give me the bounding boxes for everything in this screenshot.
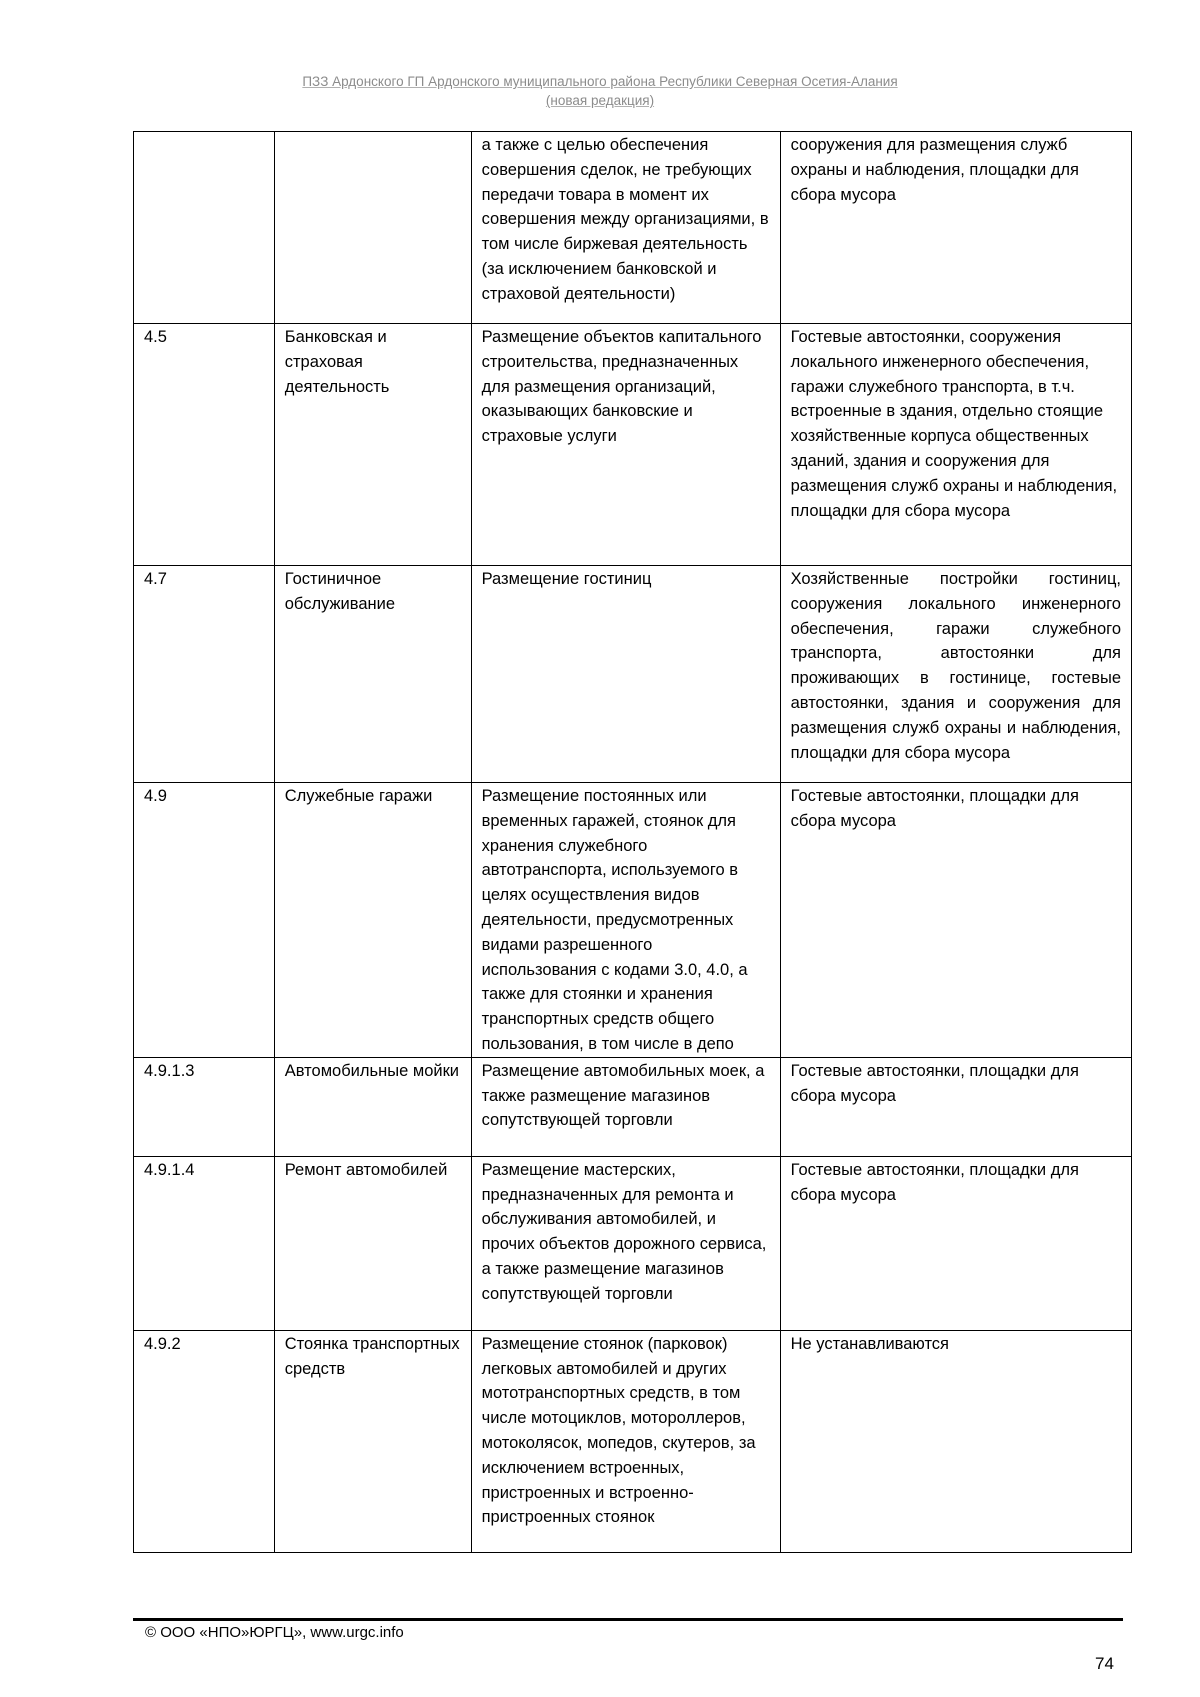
cell-auxiliary: Не устанавливаются: [780, 1330, 1131, 1552]
cell-description: Размещение постоянных или временных гаражей, стоянок для хранения служебного автотранспорта, используемого в целях осуществления видов деятельности, предусмотренных видами разрешенного использования с кодами 3.0, 4.0, а также для стоянки и хранения транспортных средств общего пользования, в том числе в депо: [471, 783, 780, 1058]
header-title: ПЗЗ Ардонского ГП Ардонского муниципального района Республики Северная Осетия-Алания: [302, 74, 898, 89]
cell-code: 4.9.1.3: [134, 1057, 275, 1156]
cell-description: Размещение гостиниц: [471, 566, 780, 783]
cell-description: а также с целью обеспечения совершения сделок, не требующих передачи товара в момент их совершения между организациями, в том числе биржевая деятельность (за исключением банковской и страховой деятельности): [471, 132, 780, 324]
page-header: [0, 72, 1200, 110]
cell-name: Стоянка транспортных средств: [274, 1330, 471, 1552]
footer-copyright: © ООО «НПО»ЮРГЦ», www.urgc.info: [145, 1624, 404, 1641]
cell-auxiliary: Гостевые автостоянки, площадки для сбора мусора: [780, 783, 1131, 1058]
header-subtitle: (новая редакция): [545, 93, 655, 108]
table-row: [134, 566, 1132, 783]
cell-auxiliary: Хозяйственные постройки гостиниц, сооружения локального инженерного обеспечения, гаражи служебного транспорта, автостоянки для проживающих в гостинице, гостевые автостоянки, здания и сооружения для размещения служб охраны и наблюдения, площадки для сбора мусора: [780, 566, 1131, 783]
table-row: [134, 1156, 1132, 1330]
cell-name: Ремонт автомобилей: [274, 1156, 471, 1330]
cell-auxiliary: Гостевые автостоянки, площадки для сбора мусора: [780, 1057, 1131, 1156]
land-use-table: [133, 131, 1132, 1553]
cell-code: 4.9: [134, 783, 275, 1058]
cell-description: Размещение автомобильных моек, а также размещение магазинов сопутствующей торговли: [471, 1057, 780, 1156]
cell-name: Служебные гаражи: [274, 783, 471, 1058]
cell-auxiliary: сооружения для размещения служб охраны и наблюдения, площадки для сбора мусора: [780, 132, 1131, 324]
cell-code: 4.9.1.4: [134, 1156, 275, 1330]
cell-name: [274, 132, 471, 324]
cell-name: Банковская и страховая деятельность: [274, 324, 471, 566]
table-row: [134, 132, 1132, 324]
table-row: [134, 1057, 1132, 1156]
footer-divider: [133, 1618, 1123, 1621]
cell-description: Размещение стоянок (парковок) легковых автомобилей и других мототранспортных средств, в том числе мотоциклов, мотороллеров, мотоколясок, мопедов, скутеров, за исключением встроенных, пристроенных и встроенно-пристроенных стоянок: [471, 1330, 780, 1552]
cell-name: Автомобильные мойки: [274, 1057, 471, 1156]
cell-code: 4.9.2: [134, 1330, 275, 1552]
cell-name: Гостиничное обслуживание: [274, 566, 471, 783]
cell-description: Размещение объектов капитального строительства, предназначенных для размещения организаций, оказывающих банковские и страховые услуги: [471, 324, 780, 566]
cell-code: 4.7: [134, 566, 275, 783]
cell-code: [134, 132, 275, 324]
cell-code: 4.5: [134, 324, 275, 566]
table-row: [134, 1330, 1132, 1552]
page-number: 74: [1095, 1654, 1114, 1673]
cell-auxiliary: Гостевые автостоянки, сооружения локального инженерного обеспечения, гаражи служебного транспорта, в т.ч. встроенные в здания, отдельно стоящие хозяйственные корпуса общественных зданий, здания и сооружения для размещения служб охраны и наблюдения, площадки для сбора мусора: [780, 324, 1131, 566]
table-row: [134, 783, 1132, 1058]
cell-auxiliary: Гостевые автостоянки, площадки для сбора мусора: [780, 1156, 1131, 1330]
cell-description: Размещение мастерских, предназначенных для ремонта и обслуживания автомобилей, и прочих объектов дорожного сервиса, а также размещение магазинов сопутствующей торговли: [471, 1156, 780, 1330]
table-row: [134, 324, 1132, 566]
